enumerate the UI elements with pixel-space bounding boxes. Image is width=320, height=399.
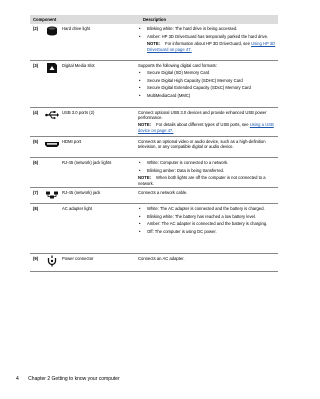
list-item: • Blinking white: The hard drive is being accessed. xyxy=(138,26,276,31)
network-jack-icon xyxy=(44,189,60,201)
hdmi-icon xyxy=(44,138,60,150)
row-number: (4) xyxy=(33,110,39,115)
list-item: • Blinking amber: Data is being transferred. xyxy=(138,168,276,173)
row-number: (9) xyxy=(33,256,39,261)
table-row xyxy=(30,204,278,254)
component-description xyxy=(138,158,278,190)
table-row xyxy=(30,24,278,61)
component-description xyxy=(138,108,278,137)
description-text: Connects a network cable. xyxy=(138,190,188,195)
table-header xyxy=(30,15,278,24)
note-text: When both lights are off the computer is not connected to a network. xyxy=(138,175,266,186)
table-row xyxy=(30,254,278,272)
description-text: Connects an optional video or audio device, such as a high-definition television, or any compatible digital or audio device. xyxy=(138,139,266,150)
page-footer xyxy=(16,376,120,382)
list-item: • Secure Digital Extended Capacity (SDxC) Memory Card xyxy=(138,85,276,90)
description-text: Connect optional USB 3.0 devices and provide enhanced USB power performance. xyxy=(138,110,267,121)
component-name: RJ-45 (network) jack xyxy=(62,190,101,195)
note-label: NOTE: xyxy=(147,41,161,47)
note-text: For information about HP 3D DriveGuard, see xyxy=(165,41,250,47)
row-number: (3) xyxy=(33,63,39,68)
chapter-title: Chapter 2 Getting to know your computer xyxy=(28,376,120,382)
table-row xyxy=(30,108,278,137)
component-name: Hard drive light xyxy=(62,26,91,31)
row-number: (7) xyxy=(33,190,39,195)
component-description xyxy=(138,188,278,199)
list-item: • Off: The computer is using DC power. xyxy=(138,229,276,234)
power-connector-icon xyxy=(44,255,60,267)
component-name: Digital Media Slot xyxy=(62,63,95,68)
table-row xyxy=(30,137,278,158)
list-item: • Amber: HP 3D DriveGuard has temporarily parked the hard drive. xyxy=(138,34,276,39)
note xyxy=(138,175,276,186)
list-item: • White: Computer is connected to a network. xyxy=(138,160,276,165)
note-text: For details about different types of USB ports, see xyxy=(156,122,249,128)
list-item: • White: The AC adapter is connected and the battery is charged. xyxy=(138,206,276,211)
row-number: (6) xyxy=(33,160,39,165)
component-description xyxy=(138,137,278,153)
component-name: HDMI port xyxy=(62,139,82,144)
list-item: • Secure Digital (SD) Memory Card xyxy=(138,70,276,75)
header-component: Component xyxy=(33,17,57,22)
components-table xyxy=(30,15,278,272)
description-text: Supports the following digital card formats: xyxy=(138,63,217,68)
header-description: Description xyxy=(143,17,167,22)
component-name: Power connector xyxy=(62,256,94,261)
row-number: (8) xyxy=(33,206,39,211)
digital-media-slot-icon xyxy=(44,62,60,74)
component-description xyxy=(138,254,278,265)
table-row xyxy=(30,61,278,108)
list-item: • Blinking white: The battery has reached a low battery level. xyxy=(138,214,276,219)
list-item: • Amber: The AC adapter is connected and the battery is charging. xyxy=(138,221,276,226)
note-link[interactable]: Using a USB device on page 47. xyxy=(138,122,274,133)
table-row xyxy=(30,158,278,188)
usb-icon xyxy=(44,109,60,121)
component-description xyxy=(138,24,278,56)
component-description xyxy=(138,204,278,238)
component-description xyxy=(138,61,278,102)
hard-drive-icon xyxy=(44,25,60,37)
table-row xyxy=(30,188,278,204)
component-name: AC adapter light xyxy=(62,206,93,211)
page-number: 4 xyxy=(16,376,19,382)
description-text: Connects an AC adapter. xyxy=(138,256,185,261)
note xyxy=(138,122,276,133)
note-label: NOTE: xyxy=(138,175,152,181)
component-name: RJ-45 (network) jack lights xyxy=(62,160,112,165)
component-name: USB 3.0 ports (2) xyxy=(62,110,95,115)
row-number: (2) xyxy=(33,26,39,31)
list-item: • Secure Digital High Capacity (SDHC) Memory Card xyxy=(138,78,276,83)
note xyxy=(138,41,276,52)
list-item: • MultiMediaCard (MMC) xyxy=(138,93,276,98)
row-number: (5) xyxy=(33,139,39,144)
note-link[interactable]: Using HP 3D DriveGuard on page 47. xyxy=(147,41,276,52)
note-label: NOTE: xyxy=(138,122,152,128)
